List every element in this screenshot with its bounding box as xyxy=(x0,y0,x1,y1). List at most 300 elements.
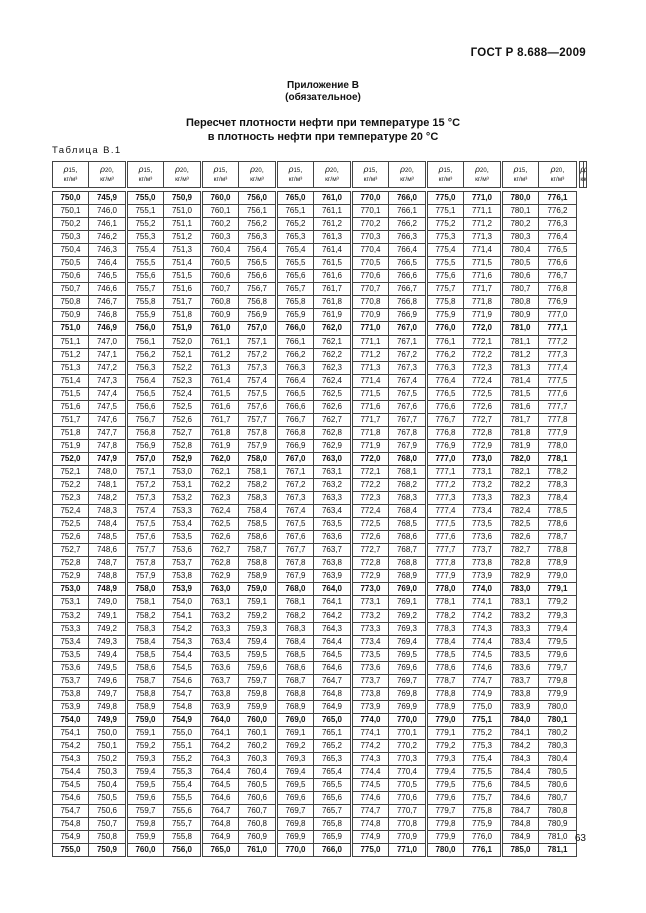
density-15-cell: 771,5 xyxy=(353,387,389,400)
density-20-cell: 763,6 xyxy=(314,531,351,544)
density-20-cell: 759,4 xyxy=(239,635,276,648)
density-15-cell: 780,9 xyxy=(503,309,539,322)
density-20-cell: 750,7 xyxy=(89,818,126,831)
density-20-cell: 779,1 xyxy=(539,583,577,596)
density-15-cell: 760,3 xyxy=(203,231,239,244)
density-15-cell: 784,4 xyxy=(503,766,539,779)
density-20-cell: 763,3 xyxy=(314,492,351,505)
density-15-cell: 759,9 xyxy=(128,831,164,844)
density-15-cell: 768,8 xyxy=(278,687,314,700)
density-15-cell: 784,5 xyxy=(503,779,539,792)
density-20-cell: 765,5 xyxy=(314,779,351,792)
density-20-cell: 754,5 xyxy=(164,661,201,674)
density-20-cell: 771,0 xyxy=(389,844,426,857)
density-15-cell: 775,5 xyxy=(428,257,464,270)
density-15-cell: 768,6 xyxy=(278,661,314,674)
rho-symbol: ρ xyxy=(400,164,406,174)
density-20-cell: 753,1 xyxy=(164,479,201,492)
density-15-cell: 772,9 xyxy=(353,570,389,583)
density-20-cell: 776,1 xyxy=(539,192,577,205)
density-15-cell: 769,8 xyxy=(278,818,314,831)
density-15-cell: 781,8 xyxy=(503,426,539,439)
density-20-cell: 758,7 xyxy=(239,544,276,557)
density-20-cell: 760,1 xyxy=(239,726,276,739)
density-20-cell: 756,9 xyxy=(239,309,276,322)
density-15-cell: 762,3 xyxy=(203,492,239,505)
density-15-cell: 783,8 xyxy=(503,687,539,700)
temperature-subscript: 20 xyxy=(405,168,412,174)
density-15-cell: 770,4 xyxy=(353,244,389,257)
section-title xyxy=(0,116,646,144)
table-row xyxy=(53,583,587,596)
density-20-cell: 777,8 xyxy=(539,413,577,426)
density-15-cell: 776,0 xyxy=(428,322,464,335)
density-15-cell: 770,8 xyxy=(353,296,389,309)
density-15-cell: 770,1 xyxy=(353,205,389,218)
density-20-cell: 752,2 xyxy=(164,361,201,374)
density-20-cell: 765,6 xyxy=(314,792,351,805)
density-20-cell: 751,9 xyxy=(164,322,201,335)
density-20-cell: 750,9 xyxy=(164,192,201,205)
density-15-cell: 764,0 xyxy=(203,713,239,726)
density-15-cell: 771,9 xyxy=(353,439,389,452)
density-15-cell: 757,0 xyxy=(128,452,164,465)
density-20-cell: 763,1 xyxy=(314,465,351,478)
density-15-cell: 777,1 xyxy=(428,465,464,478)
unit-label: кг/м³ xyxy=(250,176,264,183)
density-20-cell: 766,8 xyxy=(389,296,426,309)
density-20-cell: 766,2 xyxy=(389,218,426,231)
density-15-cell: 768,2 xyxy=(278,609,314,622)
density-20-cell: 757,3 xyxy=(239,361,276,374)
table-row xyxy=(53,465,587,478)
density-20-cell: 764,9 xyxy=(314,700,351,713)
table-row xyxy=(53,439,587,452)
density-20-cell: 761,2 xyxy=(314,218,351,231)
density-20-cell: 761,9 xyxy=(314,309,351,322)
density-15-cell: 777,3 xyxy=(428,492,464,505)
density-20-cell: 760,9 xyxy=(239,831,276,844)
density-15-cell: 750,8 xyxy=(53,296,89,309)
density-20-cell: 747,0 xyxy=(89,335,126,348)
density-20-cell: 770,5 xyxy=(389,779,426,792)
density-15-cell: 756,0 xyxy=(128,322,164,335)
density-20-cell: 780,2 xyxy=(539,726,577,739)
table-row xyxy=(53,374,587,387)
density-20-cell: 767,1 xyxy=(389,335,426,348)
density-15-cell: 770,2 xyxy=(353,218,389,231)
density-20-cell: 766,5 xyxy=(389,257,426,270)
density-20-cell: 762,2 xyxy=(314,348,351,361)
density-15-cell: 755,6 xyxy=(128,270,164,283)
density-20-cell: 766,6 xyxy=(389,270,426,283)
density-20-cell: 746,3 xyxy=(89,244,126,257)
column-header: ρ20, кг/м³ xyxy=(239,162,276,188)
density-20-cell: 750,5 xyxy=(89,792,126,805)
density-20-cell: 753,9 xyxy=(164,583,201,596)
density-20-cell: 769,9 xyxy=(389,700,426,713)
density-15-cell: 762,7 xyxy=(203,544,239,557)
density-20-cell: 777,4 xyxy=(539,361,577,374)
density-20-cell: 748,8 xyxy=(89,570,126,583)
density-20-cell: 772,5 xyxy=(464,387,501,400)
density-15-cell: 781,6 xyxy=(503,400,539,413)
density-15-cell: 783,7 xyxy=(503,674,539,687)
density-20-cell: 761,0 xyxy=(314,192,351,205)
density-15-cell: 784,9 xyxy=(503,831,539,844)
table-row xyxy=(53,309,587,322)
density-20-cell: 771,4 xyxy=(464,244,501,257)
density-20-cell: 753,7 xyxy=(164,557,201,570)
density-15-cell: 761,5 xyxy=(203,387,239,400)
density-20-cell: 761,7 xyxy=(314,283,351,296)
density-20-cell: 767,3 xyxy=(389,361,426,374)
density-20-cell: 780,6 xyxy=(539,779,577,792)
density-20-cell: 758,9 xyxy=(239,570,276,583)
density-20-cell: 755,5 xyxy=(164,792,201,805)
density-20-cell: 759,3 xyxy=(239,622,276,635)
density-15-cell: 756,3 xyxy=(128,361,164,374)
column-header: ρ20, кг/м³ xyxy=(314,162,351,188)
density-15-cell: 761,3 xyxy=(203,361,239,374)
density-15-cell: 760,0 xyxy=(203,192,239,205)
density-20-cell: 773,2 xyxy=(464,479,501,492)
density-20-cell: 750,4 xyxy=(89,779,126,792)
density-15-cell: 770,0 xyxy=(278,844,314,857)
density-20-cell: 749,2 xyxy=(89,622,126,635)
density-15-cell: 750,2 xyxy=(53,218,89,231)
density-20-cell: 749,3 xyxy=(89,635,126,648)
density-15-cell: 779,4 xyxy=(428,766,464,779)
density-20-cell: 763,8 xyxy=(314,557,351,570)
density-20-cell: 755,6 xyxy=(164,805,201,818)
column-header: ρ20, кг/м³ xyxy=(89,162,126,188)
density-15-cell: 756,7 xyxy=(128,413,164,426)
density-20-cell: 762,0 xyxy=(314,322,351,335)
density-20-cell: 760,5 xyxy=(239,779,276,792)
density-15-cell: 766,2 xyxy=(278,348,314,361)
table-row xyxy=(53,361,587,374)
density-20-cell: 762,5 xyxy=(314,387,351,400)
density-20-cell: 765,9 xyxy=(314,831,351,844)
table-row xyxy=(53,805,587,818)
density-15-cell: 754,6 xyxy=(53,792,89,805)
density-15-cell: 758,4 xyxy=(128,635,164,648)
density-20-cell: 778,3 xyxy=(539,479,577,492)
density-20-cell: 771,1 xyxy=(464,205,501,218)
table-body xyxy=(53,192,587,857)
table-row xyxy=(53,322,587,335)
density-15-cell: 764,9 xyxy=(203,831,239,844)
density-15-cell: 751,3 xyxy=(53,361,89,374)
rho-symbol: ρ xyxy=(100,164,106,174)
density-15-cell: 778,5 xyxy=(428,648,464,661)
density-20-cell: 747,1 xyxy=(89,348,126,361)
density-15-cell: 758,8 xyxy=(128,687,164,700)
density-15-cell: 771,0 xyxy=(353,322,389,335)
density-20-cell: 759,7 xyxy=(239,674,276,687)
density-20-cell: 757,5 xyxy=(239,387,276,400)
density-20-cell: 759,9 xyxy=(239,700,276,713)
table-row xyxy=(53,609,587,622)
density-20-cell: 778,5 xyxy=(539,505,577,518)
density-15-cell: 770,5 xyxy=(353,257,389,270)
temperature-subscript: 15 xyxy=(518,168,526,174)
density-15-cell: 768,7 xyxy=(278,674,314,687)
density-15-cell: 753,6 xyxy=(53,661,89,674)
density-15-cell: 754,5 xyxy=(53,779,89,792)
density-15-cell: 772,3 xyxy=(353,492,389,505)
density-20-cell: 752,5 xyxy=(164,400,201,413)
column-header: ρ15, кг/м³ xyxy=(53,162,89,188)
density-20-cell: 764,3 xyxy=(314,622,351,635)
density-15-cell: 758,5 xyxy=(128,648,164,661)
density-15-cell: 772,8 xyxy=(353,557,389,570)
density-15-cell: 767,0 xyxy=(278,452,314,465)
density-15-cell: 753,8 xyxy=(53,687,89,700)
density-15-cell: 754,3 xyxy=(53,753,89,766)
density-15-cell: 767,1 xyxy=(278,465,314,478)
density-20-cell: 761,4 xyxy=(314,244,351,257)
table-row xyxy=(53,413,587,426)
density-15-cell: 776,8 xyxy=(428,426,464,439)
density-20-cell: 779,9 xyxy=(539,687,577,700)
density-15-cell: 759,4 xyxy=(128,766,164,779)
density-20-cell: 752,3 xyxy=(164,374,201,387)
density-15-cell: 763,5 xyxy=(203,648,239,661)
density-15-cell: 760,0 xyxy=(128,844,164,857)
density-20-cell: 777,2 xyxy=(539,335,577,348)
density-15-cell: 780,3 xyxy=(503,231,539,244)
density-20-cell: 778,4 xyxy=(539,492,577,505)
density-20-cell: 751,8 xyxy=(164,309,201,322)
density-15-cell: 764,8 xyxy=(203,818,239,831)
table-row xyxy=(53,753,587,766)
density-20-cell: 779,0 xyxy=(539,570,577,583)
density-15-cell: 775,3 xyxy=(428,231,464,244)
table-row xyxy=(53,766,587,779)
density-15-cell: 781,7 xyxy=(503,413,539,426)
density-20-cell: 779,4 xyxy=(539,622,577,635)
density-15-cell: 774,9 xyxy=(353,831,389,844)
table-row xyxy=(53,831,587,844)
density-15-cell: 771,4 xyxy=(353,374,389,387)
density-15-cell: 751,0 xyxy=(53,322,89,335)
density-15-cell: 769,3 xyxy=(278,753,314,766)
rho-symbol: ρ xyxy=(288,164,294,174)
density-15-cell: 784,1 xyxy=(503,726,539,739)
density-15-cell: 767,4 xyxy=(278,505,314,518)
density-20-cell: 773,8 xyxy=(464,557,501,570)
density-15-cell: 784,7 xyxy=(503,805,539,818)
density-15-cell: 771,8 xyxy=(353,426,389,439)
density-20-cell: 779,7 xyxy=(539,661,577,674)
density-15-cell: 757,3 xyxy=(128,492,164,505)
density-15-cell: 772,6 xyxy=(353,531,389,544)
rho-symbol: ρ xyxy=(250,164,256,174)
density-20-cell: 770,1 xyxy=(389,726,426,739)
density-15-cell: 783,2 xyxy=(503,609,539,622)
temperature-subscript: 20 xyxy=(480,168,487,174)
density-20-cell: 771,0 xyxy=(464,192,501,205)
density-15-cell: 765,9 xyxy=(278,309,314,322)
temperature-subscript: 20 xyxy=(105,168,112,174)
density-15-cell: 762,0 xyxy=(203,452,239,465)
density-15-cell: 767,9 xyxy=(278,570,314,583)
density-20-cell: 777,9 xyxy=(539,426,577,439)
density-20-cell: 770,3 xyxy=(389,753,426,766)
density-20-cell: 770,9 xyxy=(389,831,426,844)
density-15-cell: 769,6 xyxy=(278,792,314,805)
density-15-cell: 757,4 xyxy=(128,505,164,518)
density-15-cell: 775,2 xyxy=(428,218,464,231)
density-15-cell: 752,2 xyxy=(53,479,89,492)
density-20-cell: 751,3 xyxy=(164,244,201,257)
density-20-cell: 773,7 xyxy=(464,544,501,557)
density-20-cell: 770,7 xyxy=(389,805,426,818)
density-20-cell: 776,7 xyxy=(539,270,577,283)
density-15-cell: 760,8 xyxy=(203,296,239,309)
density-20-cell: 778,8 xyxy=(539,544,577,557)
density-15-cell: 751,7 xyxy=(53,413,89,426)
density-15-cell: 760,5 xyxy=(203,257,239,270)
table-row xyxy=(53,479,587,492)
density-20-cell: 753,8 xyxy=(164,570,201,583)
density-20-cell: 756,4 xyxy=(239,244,276,257)
density-20-cell: 763,0 xyxy=(314,452,351,465)
density-20-cell: 748,9 xyxy=(89,583,126,596)
density-20-cell: 760,4 xyxy=(239,766,276,779)
density-15-cell: 773,9 xyxy=(353,700,389,713)
density-20-cell: 772,0 xyxy=(464,322,501,335)
density-15-cell: 752,1 xyxy=(53,465,89,478)
density-20-cell: 757,8 xyxy=(239,426,276,439)
density-15-cell: 779,2 xyxy=(428,739,464,752)
density-20-cell: 766,0 xyxy=(314,844,351,857)
density-15-cell: 763,6 xyxy=(203,661,239,674)
density-15-cell: 754,7 xyxy=(53,805,89,818)
density-20-cell: 757,4 xyxy=(239,374,276,387)
density-20-cell: 749,7 xyxy=(89,687,126,700)
temperature-subscript: 15 xyxy=(368,168,376,174)
density-20-cell: 776,1 xyxy=(464,844,501,857)
table-row xyxy=(53,518,587,531)
density-20-cell: 772,3 xyxy=(464,361,501,374)
density-15-cell: 760,9 xyxy=(203,309,239,322)
density-15-cell: 762,8 xyxy=(203,557,239,570)
density-15-cell: 763,8 xyxy=(203,687,239,700)
density-20-cell: 747,4 xyxy=(89,387,126,400)
table-row xyxy=(53,596,587,609)
density-15-cell: 765,6 xyxy=(278,270,314,283)
density-15-cell: 753,2 xyxy=(53,609,89,622)
density-20-cell: 749,4 xyxy=(89,648,126,661)
density-20-cell: 759,0 xyxy=(239,583,276,596)
column-header: ρ15, кг/м³ xyxy=(353,162,389,188)
density-20-cell: 756,8 xyxy=(239,296,276,309)
density-15-cell: 777,5 xyxy=(428,518,464,531)
rho-symbol: ρ xyxy=(325,164,331,174)
density-20-cell: 756,0 xyxy=(239,192,276,205)
density-15-cell: 771,2 xyxy=(353,348,389,361)
density-15-cell: 755,2 xyxy=(128,218,164,231)
table-row xyxy=(53,726,587,739)
density-20-cell: 759,8 xyxy=(239,687,276,700)
density-15-cell: 782,9 xyxy=(503,570,539,583)
table-row xyxy=(53,818,587,831)
table-row xyxy=(53,713,587,726)
density-15-cell: 775,0 xyxy=(353,844,389,857)
density-20-cell: 778,1 xyxy=(539,452,577,465)
density-20-cell: 769,1 xyxy=(389,596,426,609)
density-20-cell: 748,0 xyxy=(89,465,126,478)
density-20-cell: 761,8 xyxy=(314,296,351,309)
density-20-cell: 780,5 xyxy=(539,766,577,779)
table-row xyxy=(53,192,587,205)
density-15-cell: 753,5 xyxy=(53,648,89,661)
density-20-cell: 766,4 xyxy=(389,244,426,257)
density-20-cell: 764,7 xyxy=(314,674,351,687)
density-20-cell: 756,0 xyxy=(164,844,201,857)
density-15-cell: 770,6 xyxy=(353,270,389,283)
density-20-cell: 752,6 xyxy=(164,413,201,426)
density-15-cell: 783,1 xyxy=(503,596,539,609)
density-20-cell: 747,2 xyxy=(89,361,126,374)
density-20-cell: 768,1 xyxy=(389,465,426,478)
rho-symbol: ρ xyxy=(363,164,369,174)
temperature-subscript: 20 xyxy=(180,168,187,174)
density-15-cell: 753,7 xyxy=(53,674,89,687)
density-15-cell: 754,9 xyxy=(53,831,89,844)
table-row xyxy=(53,426,587,439)
density-20-cell: 765,4 xyxy=(314,766,351,779)
density-20-cell: 753,0 xyxy=(164,465,201,478)
density-15-cell: 776,2 xyxy=(428,348,464,361)
temperature-subscript: 15 xyxy=(218,168,226,174)
density-15-cell: 751,4 xyxy=(53,374,89,387)
density-15-cell: 776,1 xyxy=(428,335,464,348)
density-15-cell: 773,7 xyxy=(353,674,389,687)
density-20-cell: 749,0 xyxy=(89,596,126,609)
density-20-cell: 769,5 xyxy=(389,648,426,661)
table-row xyxy=(53,674,587,687)
density-15-cell: 758,9 xyxy=(128,700,164,713)
density-20-cell: 761,3 xyxy=(314,231,351,244)
density-15-cell: 775,0 xyxy=(428,192,464,205)
density-20-cell: 775,5 xyxy=(464,766,501,779)
density-15-cell: 784,8 xyxy=(503,818,539,831)
density-15-cell: 770,9 xyxy=(353,309,389,322)
density-15-cell: 779,3 xyxy=(428,753,464,766)
density-20-cell: 748,1 xyxy=(89,479,126,492)
unit-label: кг/м³ xyxy=(438,176,453,183)
density-15-cell: 769,5 xyxy=(278,779,314,792)
table-row xyxy=(53,296,587,309)
density-20-cell: 764,0 xyxy=(314,583,351,596)
density-20-cell: 777,5 xyxy=(539,374,577,387)
column-header: ρ15, кг/м³ xyxy=(203,162,239,188)
density-20-cell: 777,7 xyxy=(539,400,577,413)
density-15-cell: 772,0 xyxy=(353,452,389,465)
density-15-cell: 760,1 xyxy=(203,205,239,218)
table-header-row xyxy=(53,162,587,188)
density-15-cell: 763,4 xyxy=(203,635,239,648)
density-20-cell: 755,4 xyxy=(164,779,201,792)
density-20-cell: 746,7 xyxy=(89,296,126,309)
column-header: ρ15, кг/м³ xyxy=(128,162,164,188)
density-15-cell: 774,4 xyxy=(353,766,389,779)
density-15-cell: 784,2 xyxy=(503,739,539,752)
